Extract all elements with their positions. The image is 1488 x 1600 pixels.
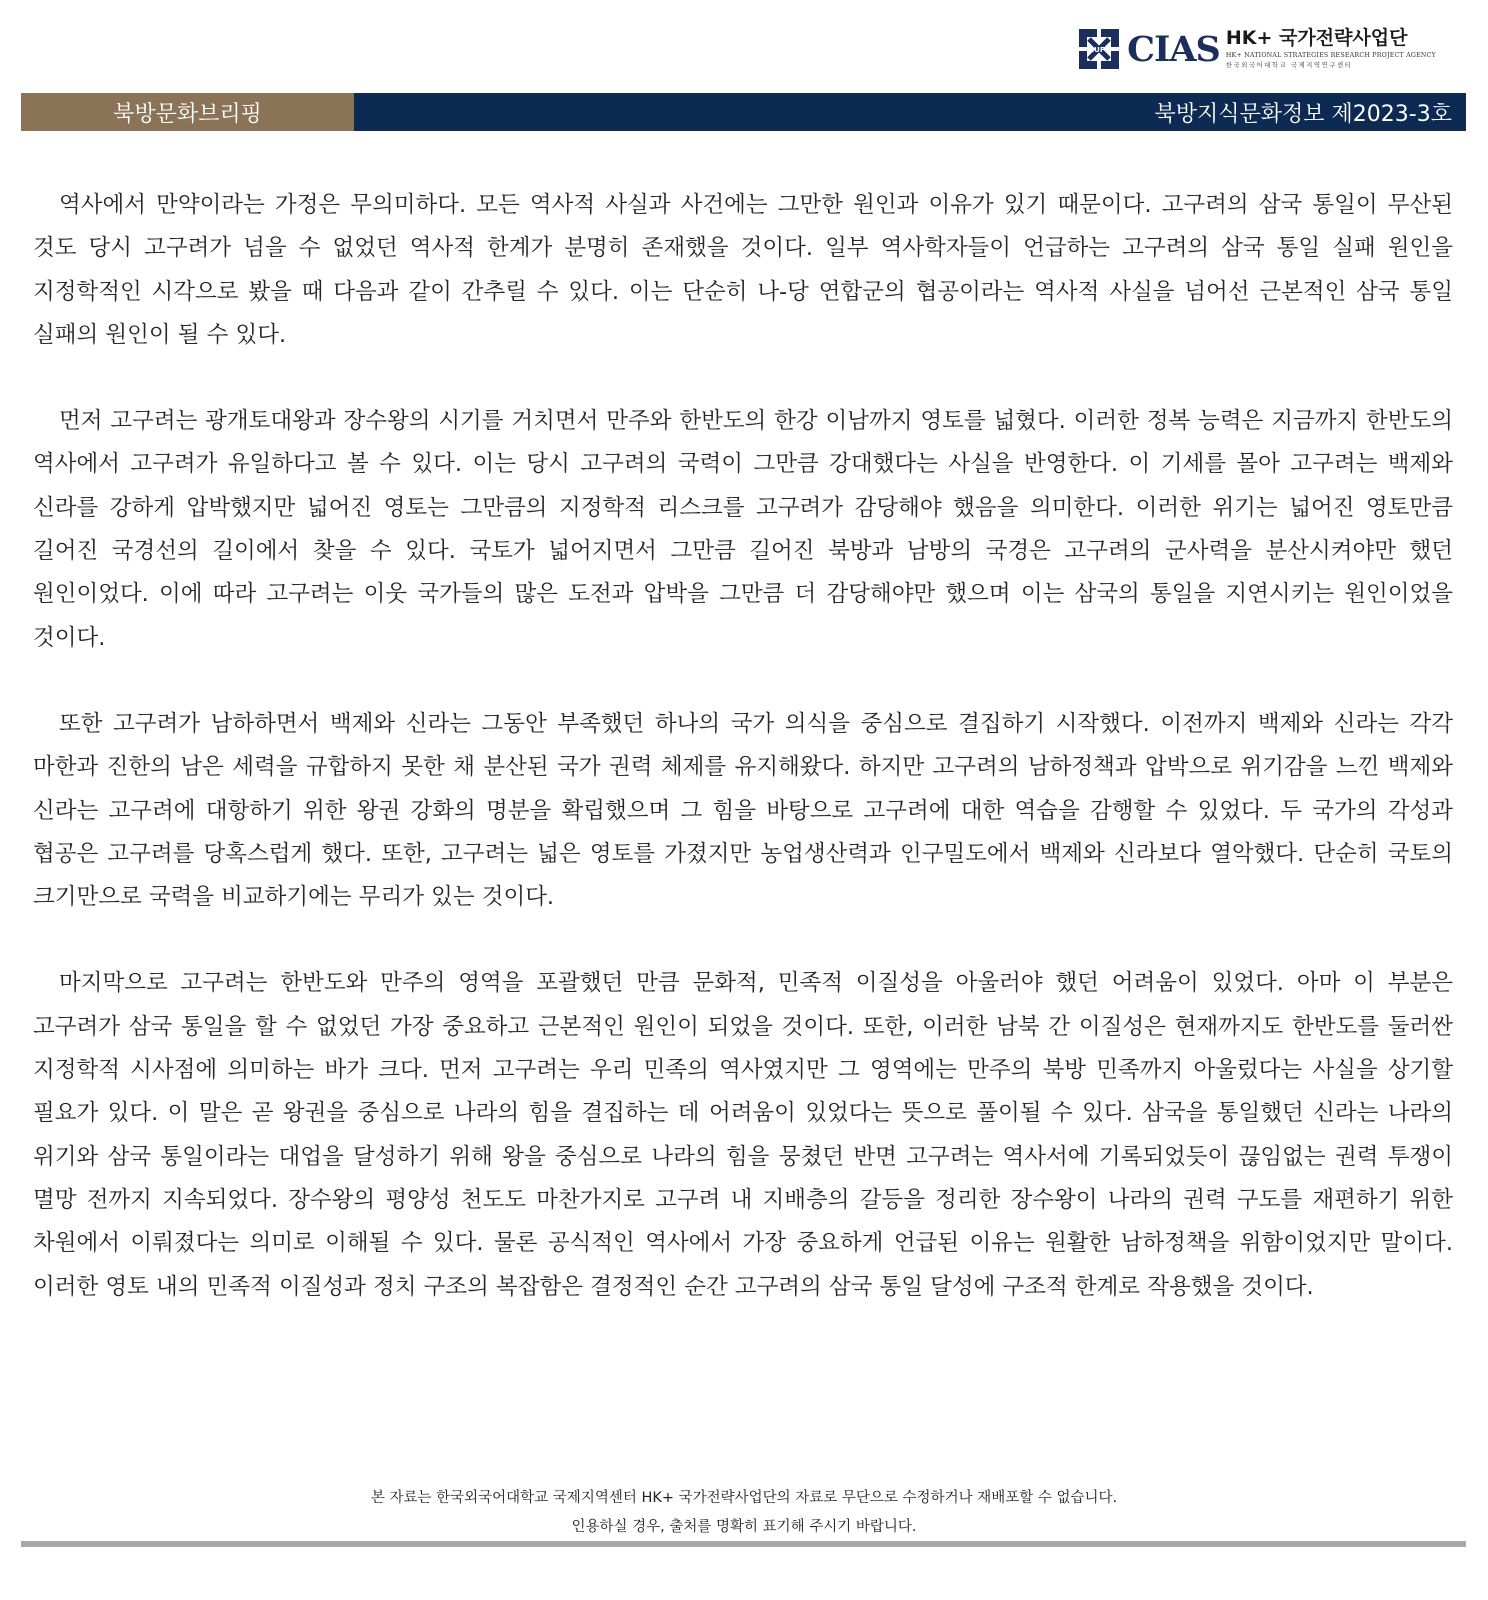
logo-subtitle-en: HK+ NATIONAL STRATEGIES RESEARCH PROJECT AGENCY [1225, 52, 1436, 60]
cias-emblem-icon [1075, 25, 1123, 73]
briefing-label: 북방문화브리핑 [21, 93, 354, 131]
logo-subtitle-kr: 한국외국어대학교 국제지역연구센터 [1225, 61, 1353, 69]
issue-number-label: 북방지식문화정보 제2023-3호 [354, 93, 1466, 131]
paragraph: 또한 고구려가 남하하면서 백제와 신라는 그동안 부족했던 하나의 국가 의식을 중심으로 결집하기 시작했다. 이전까지 백제와 신라는 각각 마한과 진한의 남은 세력을 규합하지 못한 채 분산된 국가 권력 체제를 유지해왔다. 하지만 고구려의 남하정책과 압박으로 위기감을 느낀 백제와 신라는 고구려에 대항하기 위한 왕권 강화의 명분을 확립했으며 그 힘을 바탕으로 고구려에 대한 역습을 감행할 수 있었다. 두 국가의 각성과 협공은 고구려를 당혹스럽게 했다. 또한, 고구려는 넓은 영토를 가졌지만 농업생산력과 인구밀도에서 백제와 신라보다 열악했다. 단순히 국토의 크기만으로 국력을 비교하기에는 무리가 있는 것이다. [33, 710, 1453, 911]
paragraph: 마지막으로 고구려는 한반도와 만주의 영역을 포괄했던 만큼 문화적, 민족적 이질성을 아울러야 했던 어려움이 있었다. 아마 이 부분은 고구려가 삼국 통일을 할 수 없었던 가장 중요하고 근본적인 원인이 되었을 것이다. 또한, 이러한 남북 간 이질성은 현재까지도 한반도를 둘러싼 지정학적 시사점에 의미하는 바가 크다. 먼저 고구려는 우리 민족의 역사였지만 그 영역에는 만주의 북방 민족까지 아울렀다는 사실을 상기할 필요가 있다. 이 말은 곧 왕권을 중심으로 나라의 힘을 결집하는 데 어려움이 있었다는 뜻으로 풀이될 수 있다. 삼국을 통일했던 신라는 나라의 위기와 삼국 통일이라는 대업을 달성하기 위해 왕을 중심으로 나라의 힘을 뭉쳤던 반면 고구려는 역사서에 기록되었듯이 끊임없는 권력 투쟁이 멸망 전까지 지속되었다. 장수왕의 평양성 천도도 마찬가지로 고구려 내 지배층의 갈등을 정리한 장수왕이 나라의 권력 구도를 재편하기 위한 차원에서 이뤄졌다는 의미로 이해될 수 있다. 물론 공식적인 역사에서 가장 중요하게 언급된 이유는 원활한 남하정책을 위함이었지만 말이다. 이러한 영토 내의 민족적 이질성과 정치 구조의 복잡함은 결정적인 순간 고구려의 삼국 통일 달성에 구조적 한계로 작용했을 것이다. [33, 970, 1453, 1300]
header-band [21, 93, 1466, 131]
emblem-text: HUFS [1088, 46, 1110, 54]
logo-title: HK+ 국가전략사업단 [1225, 27, 1408, 50]
citation-notice: 인용하실 경우, 출처를 명확히 표기해 주시기 바랍니다. [571, 1519, 917, 1535]
cias-logo [1075, 22, 1436, 76]
article-body [33, 184, 1453, 1309]
logo-cias-text: CIAS [1127, 28, 1220, 70]
paragraph: 역사에서 만약이라는 가정은 무의미하다. 모든 역사적 사실과 사건에는 그만한 원인과 이유가 있기 때문이다. 고구려의 삼국 통일이 무산된 것도 당시 고구려가 넘을 수 없었던 역사적 한계가 분명히 존재했을 것이다. 일부 역사학자들이 언급하는 고구려의 삼국 통일 실패 원인을 지정학적인 시각으로 봤을 때 다음과 같이 간추릴 수 있다. 이는 단순히 나-당 연합군의 협공이라는 역사적 사실을 넘어선 근본적인 삼국 통일 실패의 원인이 될 수 있다. [33, 192, 1453, 348]
copyright-notice: 본 자료는 한국외국어대학교 국제지역센터 HK+ 국가전략사업단의 자료로 무단으로 수정하거나 재배포할 수 없습니다. [370, 1490, 1118, 1506]
paragraph: 먼저 고구려는 광개토대왕과 장수왕의 시기를 거치면서 만주와 한반도의 한강 이남까지 영토를 넓혔다. 이러한 정복 능력은 지금까지 한반도의 역사에서 고구려가 유일하다고 볼 수 있다. 이는 당시 고구려의 국력이 그만큼 강대했다는 사실을 반영한다. 이 기세를 몰아 고구려는 백제와 신라를 강하게 압박했지만 넓어진 영토는 그만큼의 지정학적 리스크를 고구려가 감당해야 했음을 의미한다. 이러한 위기는 넓어진 영토만큼 길어진 국경선의 길이에서 찾을 수 있다. 국토가 넓어지면서 그만큼 길어진 북방과 남방의 국경은 고구려의 군사력을 분산시켜야만 했던 원인이었다. 이에 따라 고구려는 이웃 국가들의 많은 도전과 압박을 그만큼 더 감당해야만 했으며 이는 삼국의 통일을 지연시키는 원인이었을 것이다. [33, 408, 1453, 651]
footer-divider [21, 1541, 1466, 1547]
